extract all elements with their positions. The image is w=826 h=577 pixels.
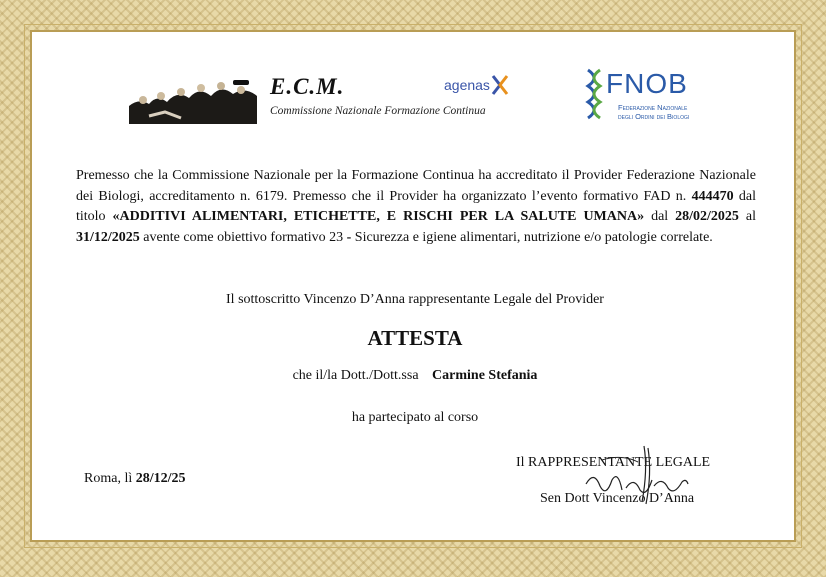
representative-name: Sen Dott Vincenzo D’Anna: [540, 491, 695, 506]
issue-date: 28/12/25: [135, 471, 186, 486]
attesta-heading: ATTESTA: [367, 326, 463, 350]
agenas-logo: [444, 74, 510, 96]
place-date: [84, 471, 186, 487]
ecm-subtitle: Commissione Nazionale Formazione Continua: [270, 105, 486, 117]
objective-dash: -: [346, 229, 352, 245]
fnob-subtitle: [618, 103, 689, 121]
course-title: «ADDITIVI ALIMENTARI, ETICHETTE, E RISCHI PER LA SALUTE UMANA»: [112, 209, 645, 224]
ecm-painting-image: [129, 76, 257, 124]
ecm-title: E.C.M.: [270, 74, 345, 99]
fnob-subtitle-line1: Federazione Nazionale: [618, 103, 688, 112]
date-from-label: dal: [651, 209, 669, 224]
title-intro: dal titolo: [76, 188, 757, 224]
event-number: 444470: [691, 188, 734, 204]
intro-text: Premesso che la Commissione Nazionale per la Formazione Continua ha accreditato il Provider Federazione Nazionale dei Biologi, accreditamento n. 6179. Premesso che il Provider ha organizzato l’evento formativo FAD n.: [76, 168, 756, 204]
participant-name: Carmine Stefania: [432, 368, 538, 383]
partecipato-line: ha partecipato al corso: [351, 410, 479, 425]
fnob-dna-icon: [584, 68, 604, 126]
dott-label: che il/la Dott./Dott.ssa: [292, 368, 419, 383]
participant-line: [32, 368, 798, 384]
date-to-label: al: [745, 209, 757, 224]
agenas-logo-text: agenas: [444, 77, 490, 93]
fnob-logo-text: FNOB: [606, 68, 688, 99]
date-from: 28/02/2025: [675, 209, 739, 224]
place-label: Roma, lì: [84, 471, 133, 486]
objective-text: Sicurezza e igiene alimentari, nutrizione e/o patologie correlate.: [354, 229, 713, 245]
representative-title: Il RAPPRESENTANTE LEGALE: [516, 455, 711, 470]
certificate-body: [76, 166, 756, 248]
objective-intro: avente come obiettivo formativo 23: [143, 229, 344, 245]
signature-icon: [582, 440, 692, 510]
agenas-mark-icon: [490, 74, 510, 96]
date-to: 31/12/2025: [76, 229, 140, 245]
fnob-subtitle-line2: degli Ordini dei Biologi: [618, 112, 690, 121]
sottoscritto-line: Il sottoscritto Vincenzo D’Anna rappresentante Legale del Provider: [226, 292, 604, 307]
certificate-page: [30, 30, 796, 542]
